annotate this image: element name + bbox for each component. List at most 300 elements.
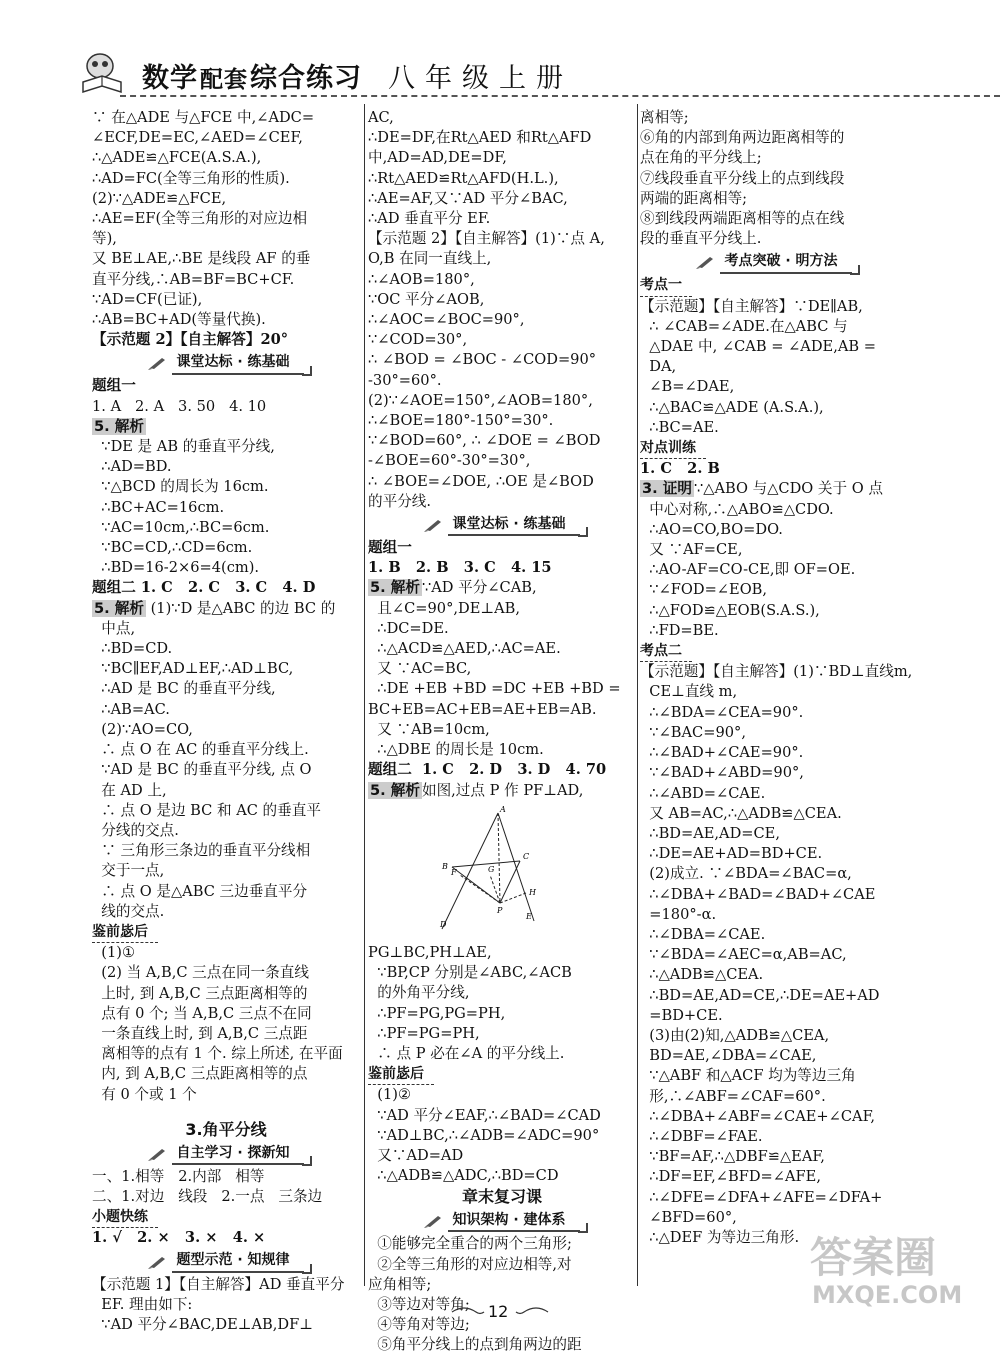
text-line [92, 518, 360, 538]
text-content: 上时, 到 A,B,C 三点距离相等的 [92, 984, 308, 1002]
text-content: ∴PF=PG,PG=PH, [368, 1004, 506, 1022]
mascot-reading-icon [78, 48, 126, 94]
text-content: ∵△BCD 的周长为 16cm. [92, 478, 269, 496]
text-line [368, 1044, 636, 1064]
text-content: ∵BP,CP 分别是∠ABC,∠ACB [368, 964, 572, 982]
text-content: ∴∠AOB=180°, [368, 270, 475, 288]
text-line [368, 169, 636, 189]
text-line [640, 682, 908, 702]
watermark-logo [790, 1225, 990, 1320]
text-content: (2)成立. ∵∠BDA=∠BAC=α, [640, 865, 852, 883]
text-line [640, 459, 908, 479]
text-content: 如图,过点 P 作 PF⊥AD, [421, 781, 584, 799]
subsection-label: 考点一 [640, 275, 692, 296]
text-line [92, 249, 360, 269]
text-line [92, 984, 360, 1004]
text-content: ∠B=∠DAE, [640, 378, 735, 396]
text-line [368, 700, 636, 720]
figure-segment [498, 813, 500, 903]
text-content: 等), [92, 230, 117, 248]
text-line [640, 479, 908, 499]
text-content: 且∠C=90°,DE⊥AB, [368, 599, 520, 617]
text-content: ④等角对等边; [368, 1316, 470, 1334]
text-content: 应角相等; [368, 1275, 432, 1293]
section-banner-label: 课堂达标 · 练基础 [172, 352, 303, 374]
answer-column-3 [640, 108, 913, 1248]
text-content: 交于一点, [92, 862, 165, 880]
text-line [92, 189, 360, 209]
text-line [92, 1064, 360, 1084]
text-line [640, 986, 908, 1006]
text-content: ∴∠BDA=∠CEA=90°. [640, 703, 804, 721]
text-content: ③等边对等角; [368, 1295, 470, 1313]
text-line [368, 781, 636, 801]
text-line [640, 621, 908, 641]
figure-point-label: H [529, 887, 536, 897]
text-line [92, 1044, 360, 1064]
text-line [92, 128, 360, 148]
text-content: ∵AD 平分∠BAC,DE⊥AB,DF⊥ [92, 1315, 313, 1333]
text-content: 直平分线,∴AB=BF=BC+CF. [92, 270, 295, 288]
text-content: ∴PF=PG=PH, [368, 1024, 480, 1042]
text-line [640, 763, 908, 783]
figure-segment [460, 875, 500, 903]
answer-tag: 5. 解析 [94, 417, 144, 435]
text-line [368, 943, 636, 963]
text-line [640, 189, 908, 209]
text-line [640, 229, 908, 249]
text-content: ∵DE 是 AB 的垂直平分线, [92, 438, 275, 456]
text-line [368, 472, 636, 492]
text-line [368, 492, 636, 512]
text-content: 【示范题】【自主解答】(1)∵BD⊥直线m, [640, 663, 913, 681]
text-content: ⑧到线段两端距离相等的点在线 [640, 210, 845, 228]
text-content: ∴△ADE≌△FCE(A.S.A.), [92, 149, 262, 167]
text-line [640, 945, 908, 965]
text-content: ∵∠BAC=90°, [640, 723, 746, 741]
text-content: 段的垂直平分线上. [640, 230, 762, 248]
text-content: 的平分线. [368, 492, 432, 510]
text-content: ∵BC∥EF,AD⊥EF,∴AD⊥BC, [92, 660, 294, 678]
text-line [640, 784, 908, 804]
text-line [640, 398, 908, 418]
text-content: ∴∠DBA+∠BAD=∠BAD+∠CAE [640, 885, 876, 903]
text-content: BD=AE,∠DBA=∠CAE, [640, 1047, 817, 1065]
pen-icon [696, 255, 716, 269]
text-content: AC, [368, 109, 394, 126]
text-line [640, 723, 908, 743]
answer-tag: 5. 解析 [94, 599, 144, 617]
text-line [640, 1087, 908, 1107]
subsection-heading [92, 1207, 360, 1228]
text-line [92, 457, 360, 477]
text-content: 1. C 2. B [640, 460, 720, 478]
text-line [92, 330, 360, 350]
text-line [640, 925, 908, 945]
text-content: 又 BE⊥AE,∴BE 是线段 AF 的垂 [92, 250, 311, 268]
text-content: ∴∠DBA=∠CAE. [640, 925, 766, 943]
text-content: 中,AD=AD,DE=DF, [368, 149, 507, 167]
text-line [368, 431, 636, 451]
subsection-label: 小题快练 [92, 1207, 158, 1228]
text-line [92, 679, 360, 699]
text-content: ∴∠DBA+∠ABF=∠CAE+∠CAF, [640, 1107, 876, 1125]
text-line [640, 128, 908, 148]
text-content: ∴AD=BD. [92, 458, 172, 476]
text-line [92, 943, 360, 963]
text-content: (2)∵∠AOE=150°,∠AOB=180°, [368, 391, 593, 409]
text-content: ∴△DBE 的周长是 10cm. [368, 741, 544, 759]
text-line [368, 639, 636, 659]
text-line [368, 108, 636, 128]
text-content: 在 AD 上, [92, 781, 167, 799]
answer-column-2 [368, 108, 636, 1356]
text-line [92, 437, 360, 457]
text-line [368, 411, 636, 431]
figure-segment [498, 813, 534, 921]
spacer [92, 1105, 360, 1119]
text-line [640, 1026, 908, 1046]
text-content: ∴AE=EF(全等三角形的对应边相 [92, 210, 308, 228]
text-content: ∵ 三角形三条边的垂直平分线相 [92, 842, 311, 860]
text-content: ∴AD=FC(全等三角形的性质). [92, 169, 290, 187]
text-content: 形,∴∠ABF=∠CAF=60°. [640, 1087, 826, 1105]
text-content: (3)由(2)知,△ADB≌△CEA, [640, 1026, 830, 1044]
text-line [92, 108, 360, 128]
text-line [368, 679, 636, 699]
text-content: 中点, [92, 619, 136, 637]
text-content: ∴DE +EB +BD =DC +EB +BD = [368, 680, 621, 698]
text-line [640, 1147, 908, 1167]
text-line [92, 376, 360, 396]
text-content: 【示范题 2】【自主解答】(1)∵点 A, [368, 230, 605, 248]
subsection-label: 对点训练 [640, 438, 706, 459]
text-content: (1)② [368, 1086, 412, 1104]
text-content: ∵ 在△ADE 与△FCE 中,∠ADC= [92, 109, 315, 126]
text-content: ∴AD 垂直平分 EF. [368, 210, 491, 228]
text-line [92, 1187, 360, 1207]
text-content: ⑦线段垂直平分线上的点到线段 [640, 169, 845, 187]
text-content: ∴DE=AE+AD=BD+CE. [640, 845, 823, 863]
text-content: ∴FD=BE. [640, 621, 719, 639]
header-divider [120, 95, 1000, 97]
text-content: ∵AC=10cm,∴BC=6cm. [92, 518, 270, 536]
figure-point-label: C [523, 851, 530, 861]
text-content: ∴AE=AF,又∵AD 平分∠BAC, [368, 189, 568, 207]
text-content: 1. A 2. A 3. 50 4. 10 [92, 397, 267, 415]
text-content: (2) 当 A,B,C 三点在同一条直线 [92, 964, 309, 982]
text-content: (2)∵AO=CO, [92, 720, 193, 738]
text-line [368, 1335, 636, 1355]
text-line [640, 844, 908, 864]
text-content: ∴∠BAD+∠CAE=90°. [640, 744, 804, 762]
text-content: 一条直线上时, 到 A,B,C 三点距 [92, 1024, 308, 1042]
text-line [368, 270, 636, 290]
subsection-heading [640, 438, 908, 459]
text-content: ∵BC=CD,∴CD=6cm. [92, 539, 253, 557]
text-content: ∴BD=AE,AD=CE,∴DE=AE+AD [640, 986, 880, 1004]
text-content: ∵BF=AF,∴△DBF≌△EAF, [640, 1148, 825, 1166]
text-content: ∴ ∠BOE=∠DOE, ∴OE 是∠BOD [368, 472, 594, 490]
text-line [640, 1107, 908, 1127]
page-number: 12 [488, 1302, 509, 1321]
figure-point-label: E [526, 911, 532, 921]
text-line [92, 720, 360, 740]
text-line [640, 580, 908, 600]
title-series: 综合练习 [250, 63, 362, 94]
text-content: 二、1.对边 线段 2.一点 三条边 [92, 1187, 323, 1205]
text-line [368, 720, 636, 740]
section-banner [368, 1211, 636, 1231]
text-line [368, 740, 636, 760]
text-line [92, 659, 360, 679]
text-line [368, 619, 636, 639]
section-banner [92, 353, 360, 373]
text-line [640, 662, 913, 682]
text-line [92, 902, 360, 922]
text-line [92, 599, 360, 619]
text-content: ∵∠BAD+∠ABD=90°, [640, 764, 804, 782]
text-line [640, 1006, 908, 1026]
text-content: ∴ 点 O 是△ABC 三边垂直平分 [92, 882, 308, 900]
text-line [92, 538, 360, 558]
text-line [640, 297, 908, 317]
text-line [640, 418, 908, 438]
text-line [92, 619, 360, 639]
text-line [368, 1024, 636, 1044]
text-line [640, 169, 908, 189]
text-line [368, 760, 636, 780]
text-line [92, 700, 360, 720]
figure-point-label: F [451, 867, 457, 877]
text-content: -30°=60°. [368, 371, 442, 389]
text-line [368, 659, 636, 679]
text-line [92, 1167, 360, 1187]
text-line [640, 1188, 908, 1208]
text-content: ∵AD 平分∠EAF,∴∠BAD=∠CAD [368, 1106, 601, 1124]
text-line [368, 350, 636, 370]
section-banner-label: 知识架构 · 建体系 [448, 1210, 579, 1232]
text-line [92, 229, 360, 249]
text-line [368, 189, 636, 209]
text-content: 离相等; [640, 109, 689, 126]
text-content: ∴Rt△AED≌Rt△AFD(H.L.), [368, 169, 559, 187]
text-line [92, 1228, 360, 1248]
text-content: ∵AD 平分∠CAB, [421, 579, 537, 597]
text-content: 又∵AD=AD [368, 1146, 464, 1164]
section-banner [92, 1144, 360, 1164]
text-line [640, 885, 908, 905]
answer-tag: 5. 解析 [370, 579, 420, 597]
text-line [640, 337, 908, 357]
text-line [640, 520, 908, 540]
text-content: ∴△FOD≌△EOB(S.A.S.), [640, 601, 820, 619]
text-content: ∴DE=DF,在Rt△AED 和Rt△AFD [368, 129, 592, 147]
pen-icon [148, 1147, 168, 1161]
section-banner [640, 252, 908, 272]
text-line [640, 209, 908, 229]
pen-icon [424, 518, 444, 532]
text-content: ∴AO-AF=CO-CE,即 OF=OE. [640, 561, 856, 579]
text-content: 有 0 个或 1 个 [92, 1085, 197, 1103]
text-content: ∴∠DFE=∠DFA+∠AFE=∠DFA+ [640, 1188, 883, 1206]
text-content: ∴△ACD≌△AED,∴AC=AE. [368, 640, 561, 658]
text-line [640, 357, 908, 377]
text-line [92, 477, 360, 497]
text-line [92, 760, 360, 780]
text-content: 一、1.相等 2.内部 相等 [92, 1167, 265, 1185]
text-content: EF. 理由如下: [92, 1295, 193, 1313]
grade-label: 八年级上册 [388, 63, 573, 94]
text-line [92, 821, 360, 841]
text-content: BC+EB=AC+EB=AE+EB=AB. [368, 700, 597, 718]
text-content: ∴ ∠BOD = ∠BOC - ∠COD=90° [368, 351, 597, 369]
text-line [92, 417, 360, 437]
text-line [368, 128, 636, 148]
text-line [368, 371, 636, 391]
figure-point-label: P [497, 905, 503, 915]
text-content: =180°-α. [640, 905, 717, 923]
text-line [92, 290, 360, 310]
text-content: (1)① [92, 944, 136, 962]
text-content: ∵AD 是 BC 的垂直平分线, 点 O [92, 761, 312, 779]
text-line [368, 451, 636, 471]
text-line [92, 270, 360, 290]
text-line [92, 882, 360, 902]
text-line [368, 1106, 636, 1126]
text-content: 题组二 1. C 2. C 3. C 4. D [92, 579, 316, 597]
text-content: 1. √ 2. × 3. × 4. × [92, 1229, 266, 1247]
text-content: 内, 到 A,B,C 三点距离相等的点 [92, 1065, 308, 1083]
figure-point-label: G [488, 864, 495, 874]
text-line [92, 169, 360, 189]
text-line [92, 963, 360, 983]
text-line [92, 1315, 360, 1335]
text-line [640, 703, 908, 723]
text-content: PG⊥BC,PH⊥AE, [368, 943, 492, 961]
text-content: 点有 0 个; 当 A,B,C 三点不在同 [92, 1004, 312, 1022]
text-content: 的外角平分线, [368, 984, 470, 1002]
text-line [368, 1146, 636, 1166]
text-line [368, 249, 636, 269]
subsection-heading [368, 1064, 636, 1085]
text-line [92, 1085, 360, 1105]
title-peitao: 配套 [200, 67, 248, 93]
text-content: ∴BC=AE. [640, 418, 719, 436]
text-line [368, 391, 636, 411]
text-content: -∠BOE=60°-30°=30°, [368, 452, 531, 470]
text-line [640, 148, 908, 168]
section-banner-label: 自主学习 · 探新知 [172, 1143, 303, 1165]
text-line [92, 639, 360, 659]
text-content: ∵△ABF 和△ACF 均为等边三角 [640, 1067, 856, 1085]
text-content: ∴∠DBF=∠FAE. [640, 1127, 763, 1145]
answer-tag: 3. 证明 [642, 480, 692, 498]
text-content: ∵AD=CF(已证), [92, 290, 203, 308]
figure-segment [500, 861, 520, 903]
section-banner-label: 考点突破 · 明方法 [720, 251, 851, 273]
text-content: 题组一 [368, 539, 412, 557]
text-line [640, 500, 908, 520]
section-banner [92, 1252, 360, 1272]
section-banner [368, 515, 636, 535]
text-line [368, 229, 636, 249]
text-content: ∠ECF,DE=EC,∠AED=∠CEF, [92, 129, 303, 147]
text-line [640, 804, 908, 824]
text-content: ∵∠BOD=60°, ∴ ∠DOE = ∠BOD [368, 432, 601, 450]
text-content: ∴AO=CO,BO=DO. [640, 520, 783, 538]
figure-point-label: A [500, 804, 506, 814]
text-line [92, 558, 360, 578]
text-line [368, 1234, 636, 1254]
text-content: ⑥角的内部到角两边距离相等的 [640, 129, 845, 147]
text-content: ∴∠BOE=180°-150°=30°. [368, 412, 554, 430]
text-content: ∴AD 是 BC 的垂直平分线, [92, 680, 276, 698]
text-line [368, 209, 636, 229]
chapter-heading: 章末复习课 [461, 1187, 542, 1207]
text-line [92, 1295, 360, 1315]
column-divider [637, 104, 638, 1286]
text-content: 又 ∵AB=10cm, [368, 720, 490, 738]
text-line [92, 861, 360, 881]
text-content: △DAE 中, ∠CAB = ∠ADE,AB = [640, 338, 876, 356]
text-line [640, 601, 908, 621]
text-content: 【示范题】【自主解答】∵DE∥AB, [640, 297, 863, 315]
text-content: ①能够完全重合的两个三角形; [368, 1235, 572, 1253]
text-content: ∴ 点 O 在 AC 的垂直平分线上. [92, 741, 309, 759]
text-line [640, 108, 908, 128]
text-line [92, 1004, 360, 1024]
text-content: 1. B 2. B 3. C 4. 15 [368, 559, 552, 577]
text-content: ∴BD=16-2×6=4(cm). [92, 559, 260, 577]
figure-segment [452, 861, 520, 867]
text-line [368, 330, 636, 350]
text-content: 离相等的点有 1 个. 综上所述, 在平面 [92, 1045, 343, 1063]
watermark-text: 答案圈 [810, 1233, 937, 1282]
text-line [368, 983, 636, 1003]
text-content: 题组一 [92, 377, 136, 395]
text-line [640, 540, 908, 560]
chapter-heading: 3.角平分线 [185, 1119, 267, 1139]
text-line [640, 560, 908, 580]
text-line [640, 377, 908, 397]
text-content: ∴∠AOC=∠BOC=90°, [368, 311, 525, 329]
text-line [368, 148, 636, 168]
text-line [368, 1275, 636, 1295]
text-content: 线的交点. [92, 902, 165, 920]
subsection-heading [640, 641, 908, 662]
text-line [92, 781, 360, 801]
text-content: 又 AB=AC,∴△ADB≌△CEA. [640, 804, 842, 822]
text-line [640, 864, 908, 884]
text-line [92, 1024, 360, 1044]
pen-icon [148, 1255, 168, 1269]
text-content: O,B 在同一直线上, [368, 250, 492, 268]
text-content: =BD+CE. [640, 1006, 723, 1024]
text-content: ∴△ADB≌△ADC,∴BD=CD [368, 1167, 559, 1185]
text-line [92, 801, 360, 821]
text-content: 分线的交点. [92, 821, 179, 839]
text-content: ∴△BAC≌△ADE (A.S.A.), [640, 398, 824, 416]
figure-point-label: B [442, 861, 448, 871]
text-content: CE⊥直线 m, [640, 683, 738, 701]
text-content: ∵∠COD=30°, [368, 331, 468, 349]
text-line [640, 317, 908, 337]
text-content: 两端的距离相等; [640, 189, 748, 207]
text-content: ∴BD=CD. [92, 640, 173, 658]
text-content: ∵AD⊥BC,∴∠ADB=∠ADC=90° [368, 1126, 600, 1144]
text-line [640, 965, 908, 985]
